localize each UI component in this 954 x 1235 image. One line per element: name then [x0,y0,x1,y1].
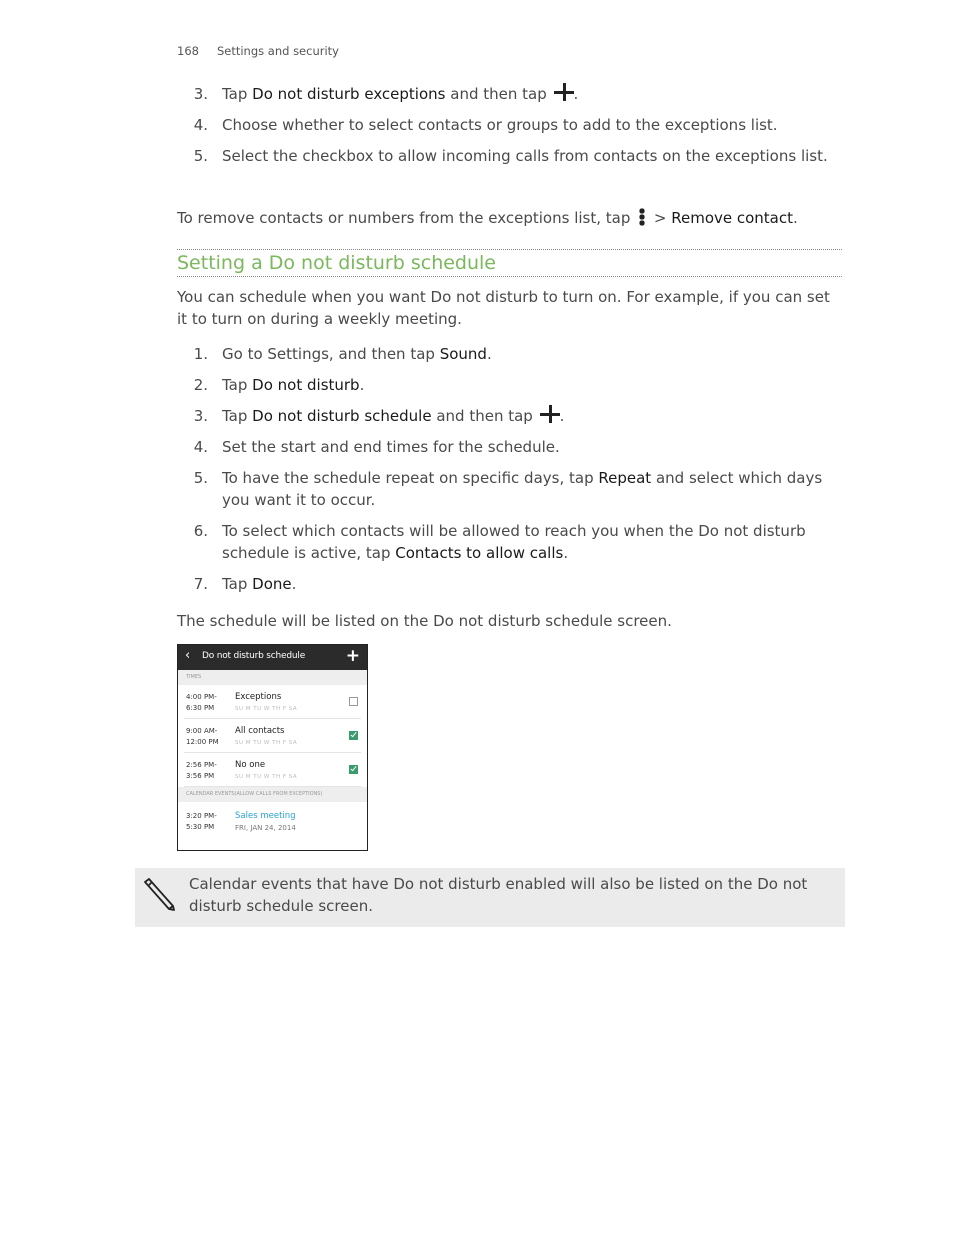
plus-icon[interactable]: + [345,646,360,666]
list-item: 3. Tap Do not disturb schedule and then tap . [193,407,565,425]
list-item: 4. Set the start and end times for the schedule. [193,438,560,456]
ui-label: Do not disturb exceptions [252,85,446,103]
times-section-header: TIMES [178,670,367,685]
list-item: 5. Select the checkbox to allow incoming calls from contacts on the exceptions list. [193,147,828,165]
event-time: 3:20 PM- 5:30 PM [186,812,217,831]
list-item: 1. Go to Settings, and then tap Sound. [193,345,492,363]
schedule-row[interactable] [184,719,361,753]
exceptions-steps [177,83,842,176]
plus-icon [540,405,560,423]
ui-label: Repeat [598,469,652,487]
more-vertical-icon [639,208,645,226]
chevron-left-icon[interactable]: ‹ [185,648,191,663]
schedule-name: No one [235,760,266,770]
list-item: 4. Choose whether to select contacts or groups to add to the exceptions list. [193,116,778,134]
schedule-time: 2:56 PM- 3:56 PM [186,761,217,780]
ui-label: Sound [439,345,487,363]
schedule-days: SU M TU W TH F SA [235,774,298,780]
schedule-checkbox[interactable] [349,765,358,774]
list-item: 3. Tap Do not disturb exceptions and then tap . [193,85,579,103]
ui-label: Remove contact [671,209,794,227]
schedule-time: 4:00 PM- 6:30 PM [186,693,217,712]
remove-contact-paragraph: To remove contacts or numbers from the exceptions list, tap > Remove contact. [177,209,798,227]
intro-paragraph: You can schedule when you want Do not disturb to turn on. For example, if you can set it to turn on during a weekly meeting. [177,288,830,328]
ui-label: Do not disturb [252,376,360,394]
event-date: FRI, JAN 24, 2014 [235,824,296,832]
list-item: 2. Tap Do not disturb. [193,376,365,394]
outro-paragraph: The schedule will be listed on the Do not disturb schedule screen. [177,612,672,630]
page-number: 168 [177,44,199,58]
section-rule-top [177,249,842,250]
plus-icon [554,83,574,101]
section-rule-bottom [177,276,842,277]
pencil-icon [141,876,177,912]
calendar-event-row[interactable] [184,802,361,842]
note-box [135,868,845,927]
schedule-checkbox[interactable] [349,731,358,740]
section-title: Setting a Do not disturb schedule [177,252,496,274]
schedule-days: SU M TU W TH F SA [235,706,298,712]
note-text: Calendar events that have Do not disturb enabled will also be listed on the Do not disturb schedule screen. [189,875,808,915]
schedule-steps [177,343,842,604]
schedule-days: SU M TU W TH F SA [235,740,298,746]
phone-screenshot [177,644,368,851]
page-header [177,44,357,58]
schedule-name: Exceptions [235,692,282,702]
list-item: 5. To have the schedule repeat on specific days, tap Repeat and select which days you want it to occur. [193,469,823,509]
ui-label: Do not disturb schedule [252,407,432,425]
calendar-section-header: CALENDAR EVENTS(ALLOW CALLS FROM EXCEPTIONS) [178,787,367,802]
ui-label: Contacts to allow calls [395,544,564,562]
schedule-row[interactable] [184,685,361,719]
schedule-row[interactable] [184,753,361,787]
schedule-name: All contacts [235,726,285,736]
phone-action-bar [178,645,367,670]
schedule-time: 9:00 AM- 12:00 PM [186,727,219,746]
event-name: Sales meeting [235,811,296,821]
ui-label: Done [252,575,292,593]
list-item: 7. Tap Done. [193,575,297,593]
phone-screen-title: Do not disturb schedule [202,651,306,661]
chapter-title: Settings and security [216,44,339,58]
schedule-checkbox[interactable] [349,697,358,706]
list-item: 6. To select which contacts will be allowed to reach you when the Do not disturb schedule is active, tap Contacts to allow calls. [193,522,806,562]
